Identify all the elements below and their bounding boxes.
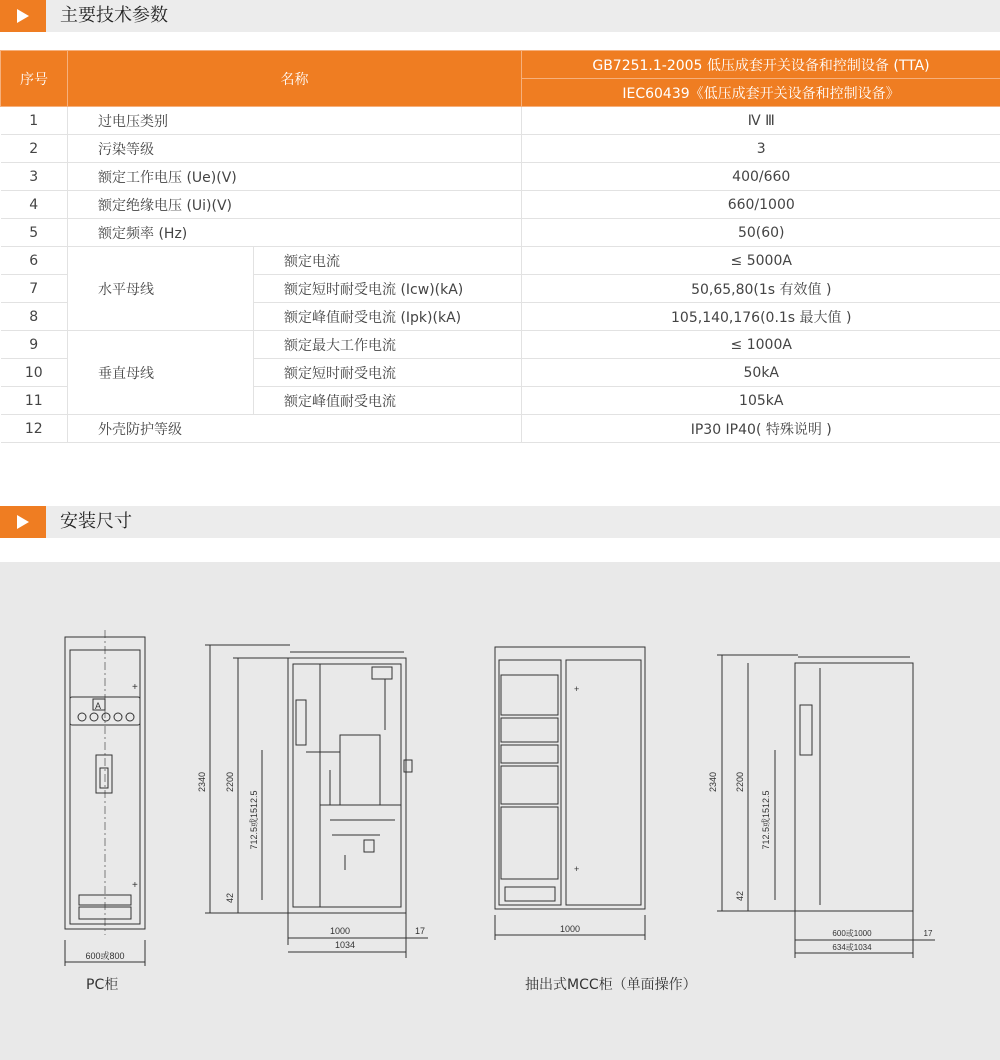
table-row	[1, 107, 1000, 135]
row-no: 12	[1, 415, 68, 443]
table-row	[1, 331, 1000, 359]
row-name: 额定短时耐受电流 (Icw)(kA)	[254, 275, 522, 303]
dim-label: 1000	[329, 926, 351, 936]
row-value: 105kA	[522, 387, 1000, 415]
row-name: 额定电流	[254, 247, 522, 275]
drawing-area	[0, 562, 1000, 1060]
dim-label: 1034	[334, 940, 356, 950]
header-name: 名称	[68, 51, 522, 107]
header-std1: GB7251.1-2005 低压成套开关设备和控制设备 (TTA)	[522, 51, 1000, 79]
row-no: 7	[1, 275, 68, 303]
table-row	[1, 247, 1000, 275]
row-value: ≤ 1000A	[522, 331, 1000, 359]
dim-label: 2200	[735, 771, 745, 793]
row-name: 额定峰值耐受电流	[254, 387, 522, 415]
header-no: 序号	[1, 51, 68, 107]
dim-label: 42	[735, 890, 745, 902]
table-row	[1, 219, 1000, 247]
spec-table	[0, 50, 1000, 443]
dim-label: 634或1034	[832, 943, 872, 952]
dim-label: 2200	[225, 771, 235, 793]
row-group: 垂直母线	[68, 331, 254, 415]
row-no: 11	[1, 387, 68, 415]
row-no: 5	[1, 219, 68, 247]
table-row	[1, 163, 1000, 191]
cabinet-drawings	[0, 562, 1000, 1060]
mcc-caption: 抽出式MCC柜（单面操作）	[525, 977, 697, 993]
row-value: 50kA	[522, 359, 1000, 387]
row-no: 4	[1, 191, 68, 219]
row-no: 10	[1, 359, 68, 387]
row-name: 额定工作电压 (Ue)(V)	[68, 163, 522, 191]
svg-text:+: +	[132, 880, 138, 891]
row-name: 额定频率 (Hz)	[68, 219, 522, 247]
row-name: 额定绝缘电压 (Ui)(V)	[68, 191, 522, 219]
row-name: 过电压类别	[68, 107, 522, 135]
mcc-front-view	[495, 647, 645, 940]
row-name: 外壳防护等级	[68, 415, 522, 443]
svg-text:+: +	[132, 682, 138, 693]
meter-label: A	[95, 701, 102, 711]
dim-label: 2340	[197, 771, 207, 793]
header-std2: IEC60439《低压成套开关设备和控制设备》	[522, 79, 1000, 107]
row-value: 400/660	[522, 163, 1000, 191]
row-value: IP30 IP40( 特殊说明 )	[522, 415, 1000, 443]
row-value: Ⅳ Ⅲ	[522, 107, 1000, 135]
row-group: 水平母线	[68, 247, 254, 331]
pc-caption: PC柜	[86, 977, 119, 993]
row-no: 1	[1, 107, 68, 135]
row-no: 3	[1, 163, 68, 191]
table-row	[1, 191, 1000, 219]
dim-label: 17	[923, 929, 933, 938]
section-header-specs	[0, 0, 1000, 32]
play-arrow-icon	[0, 0, 46, 32]
dim-label: 600或800	[85, 951, 125, 961]
row-value: 105,140,176(0.1s 最大值 )	[522, 303, 1000, 331]
row-name: 额定短时耐受电流	[254, 359, 522, 387]
row-name: 额定峰值耐受电流 (Ipk)(kA)	[254, 303, 522, 331]
row-value: 660/1000	[522, 191, 1000, 219]
dim-label: 17	[414, 926, 426, 936]
section-title: 安装尺寸	[60, 511, 132, 532]
dim-label: 600或1000	[832, 929, 872, 938]
dim-label: 2340	[708, 771, 718, 793]
row-value: 3	[522, 135, 1000, 163]
row-no: 6	[1, 247, 68, 275]
dim-label: 712.5或1512.5	[249, 790, 259, 850]
svg-text:+: +	[574, 864, 580, 874]
dim-label: 42	[225, 892, 235, 904]
row-value: 50(60)	[522, 219, 1000, 247]
table-row	[1, 135, 1000, 163]
dim-label: 1000	[559, 924, 581, 934]
pc-front-view	[65, 630, 145, 966]
row-name: 额定最大工作电流	[254, 331, 522, 359]
row-no: 9	[1, 331, 68, 359]
row-no: 2	[1, 135, 68, 163]
row-value: ≤ 5000A	[522, 247, 1000, 275]
play-arrow-icon	[0, 506, 46, 538]
pc-side-view	[197, 645, 428, 958]
svg-text:+: +	[574, 684, 580, 694]
mcc-side-view	[708, 655, 935, 958]
table-row	[1, 415, 1000, 443]
row-name: 污染等级	[68, 135, 522, 163]
row-no: 8	[1, 303, 68, 331]
row-value: 50,65,80(1s 有效值 )	[522, 275, 1000, 303]
dim-label: 712.5或1512.5	[761, 790, 771, 850]
section-title: 主要技术参数	[60, 5, 168, 26]
section-header-install	[0, 506, 1000, 538]
